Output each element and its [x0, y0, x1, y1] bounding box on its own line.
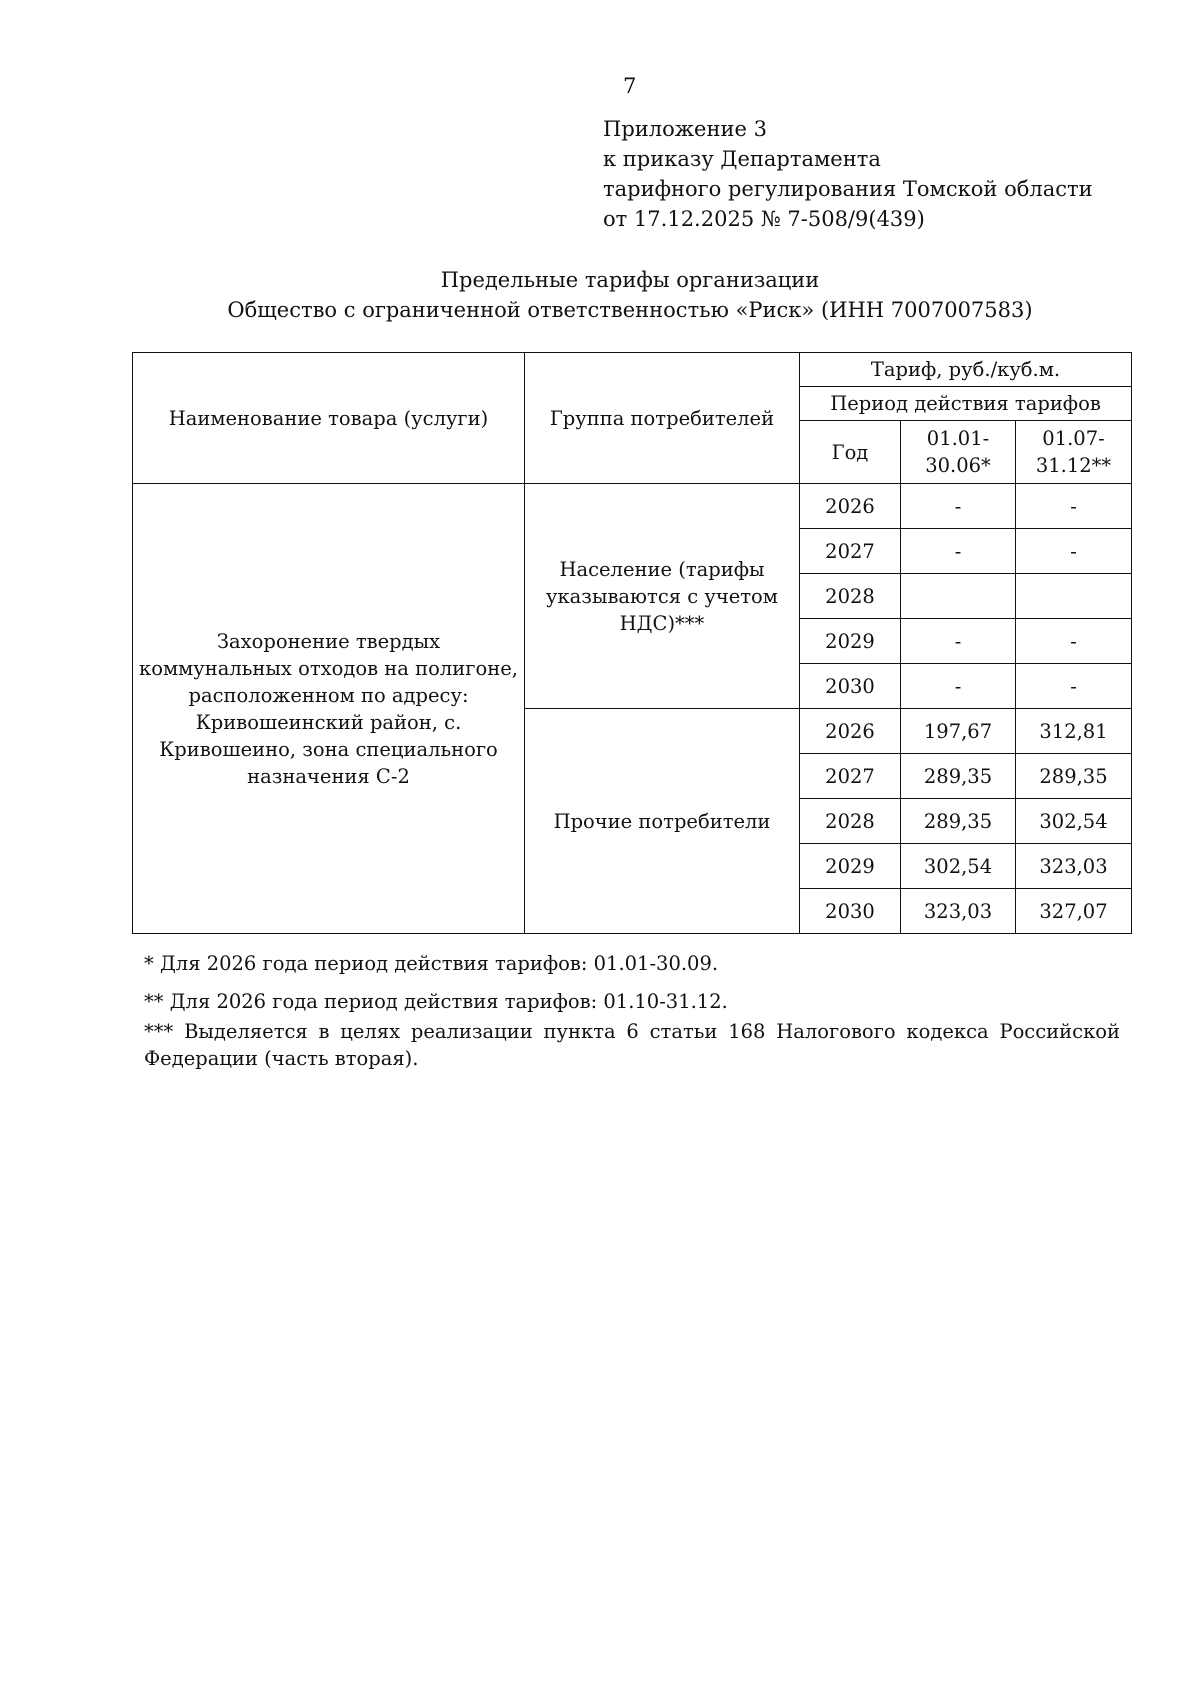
tariff-cell: -: [901, 529, 1016, 574]
table-row: [133, 484, 1132, 529]
footnotes: [144, 950, 1120, 1072]
header-product: Наименование товара (услуги): [133, 353, 525, 484]
year-cell: 2029: [800, 844, 901, 889]
tariff-cell: -: [1016, 529, 1132, 574]
year-cell: 2026: [800, 484, 901, 529]
header-period-1: 01.01-30.06*: [901, 421, 1016, 484]
tariff-cell: 327,07: [1016, 889, 1132, 934]
footnote-3: *** Выделяется в целях реализации пункта 6 статьи 168 Налогового кодекса Российской Федерации (часть вторая).: [144, 1020, 1120, 1070]
product-cell: Захоронение твердых коммунальных отходов на полигоне, расположенном по адресу: Кривошеинский район, с. Кривошеино, зона специального назначения С-2: [133, 484, 525, 934]
tariff-cell: 289,35: [901, 754, 1016, 799]
title-line-2: Общество с ограниченной ответственностью «Риск» (ИНН 7007007583): [227, 298, 1033, 322]
header-year: Год: [800, 421, 901, 484]
tariff-cell: -: [1016, 664, 1132, 709]
tariff-cell: -: [1016, 619, 1132, 664]
tariff-cell: -: [901, 664, 1016, 709]
appendix-line-2: к приказу Департамента: [603, 147, 881, 171]
appendix-line-3: тарифного регулирования Томской области: [603, 177, 1093, 201]
header-period-2: 01.07-31.12**: [1016, 421, 1132, 484]
tariff-cell: 289,35: [901, 799, 1016, 844]
tariff-cell: -: [1016, 484, 1132, 529]
year-cell: 2028: [800, 574, 901, 619]
year-cell: 2030: [800, 664, 901, 709]
appendix-line-1: Приложение 3: [603, 117, 767, 141]
year-cell: 2027: [800, 754, 901, 799]
year-cell: 2027: [800, 529, 901, 574]
year-cell: 2028: [800, 799, 901, 844]
header-period: Период действия тарифов: [800, 387, 1132, 421]
document-title: [0, 265, 1200, 325]
footnote-1: * Для 2026 года период действия тарифов: 01.01-30.09.: [144, 952, 719, 975]
tariff-cell: 289,35: [1016, 754, 1132, 799]
appendix-line-4: от 17.12.2025 № 7-508/9(439): [603, 207, 925, 231]
footnote-2: ** Для 2026 года период действия тарифов: 01.10-31.12.: [144, 990, 728, 1013]
header-group: Группа потребителей: [525, 353, 800, 484]
tariff-cell: 197,67: [901, 709, 1016, 754]
year-cell: 2029: [800, 619, 901, 664]
year-cell: 2026: [800, 709, 901, 754]
tariff-cell: 323,03: [1016, 844, 1132, 889]
header-row-1: [133, 353, 1132, 387]
tariff-cell: -: [901, 619, 1016, 664]
title-line-1: Предельные тарифы организации: [440, 268, 820, 292]
tariff-cell: 302,54: [1016, 799, 1132, 844]
appendix-block: [603, 114, 1093, 234]
tariff-cell: 312,81: [1016, 709, 1132, 754]
tariff-cell: [1016, 574, 1132, 619]
group-population-cell: Население (тарифы указываются с учетом НДС)***: [525, 484, 800, 709]
tariff-cell: 323,03: [901, 889, 1016, 934]
header-tariff: Тариф, руб./куб.м.: [800, 353, 1132, 387]
tariff-cell: 302,54: [901, 844, 1016, 889]
tariff-cell: -: [901, 484, 1016, 529]
page-number: 7: [623, 74, 637, 98]
year-cell: 2030: [800, 889, 901, 934]
tariff-table: [132, 352, 1132, 934]
tariff-cell: [901, 574, 1016, 619]
group-other-cell: Прочие потребители: [525, 709, 800, 934]
